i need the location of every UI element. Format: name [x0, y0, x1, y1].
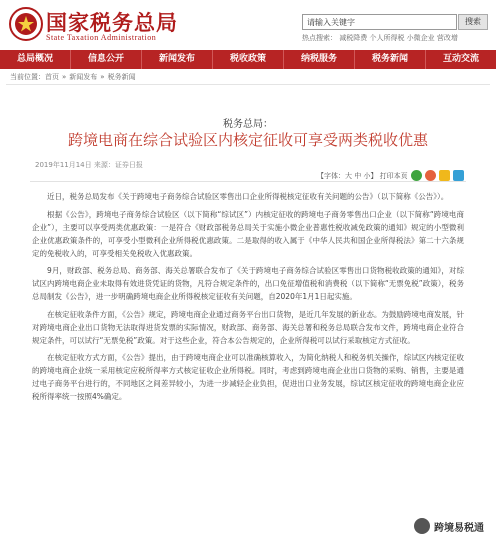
- wechat-account-icon: [414, 518, 430, 534]
- article-paragraph: 近日，税务总局发布《关于跨境电子商务综合试验区零售出口企业所得税核定征收有关问题的公告》（以下简称《公告》）。: [47, 192, 449, 201]
- breadcrumb-separator: »: [62, 73, 67, 81]
- nav-item-policy[interactable]: 税收政策: [213, 50, 284, 69]
- article-tools: [317, 170, 464, 181]
- main-nav: [0, 50, 496, 69]
- breadcrumb-news-release[interactable]: 新闻发布: [69, 73, 98, 81]
- breadcrumb: [10, 72, 136, 82]
- qzone-icon[interactable]: [439, 170, 450, 181]
- breadcrumb-home[interactable]: 当前位置：首页: [10, 73, 59, 81]
- favorite-icon[interactable]: [453, 170, 464, 181]
- nav-item-tax-news[interactable]: 税务新闻: [355, 50, 426, 69]
- nav-item-overview[interactable]: 总局概况: [0, 50, 71, 69]
- article-title: 跨境电商在综合试验区内核定征收可享受两类税收优惠: [67, 131, 428, 149]
- search-button[interactable]: 搜索: [458, 14, 488, 30]
- site-subtitle: State Taxation Administration: [46, 33, 157, 42]
- article-paragraph: 在核定征收方式方面，《公告》提出，由于跨境电商企业可以准确核算收入，为简化纳税人和税务机关操作，综试区内核定征收的跨境电商企业统一采用核定应税所得率方式核定征收企业所得税。同时，考虑到跨境电商企业出口货物的采购、销售，主要是通过电子商务平台进行的，不同地区之间差异较小，为进一步减轻企业负担，促进出口业务发展，综试区核定征收的跨境电商企业应税所得率统一按照4%确定。: [32, 353, 464, 401]
- site-title[interactable]: 国家税务总局: [46, 10, 178, 35]
- tax-emblem-icon[interactable]: [8, 6, 44, 42]
- wechat-icon[interactable]: [411, 170, 422, 181]
- hot-search-links[interactable]: 热点搜索： 减税降费 个人所得税 小微企业 营改增: [302, 34, 458, 42]
- nav-item-info[interactable]: 信息公开: [71, 50, 142, 69]
- article-divider: [30, 181, 466, 182]
- weibo-icon[interactable]: [425, 170, 436, 181]
- breadcrumb-separator: »: [100, 73, 105, 81]
- nav-item-service[interactable]: 纳税服务: [284, 50, 355, 69]
- article-paragraph: 根据《公告》，跨境电子商务综合试验区（以下简称“综试区”）内核定征收的跨境电子商务零售出口企业（以下简称“跨境电商企业”），主要可以享受两类优惠政策：一是符合《财政部税务总局关于实施小微企业普惠性税收减免政策的通知》规定的小型微利企业优惠政策条件的，可享受小型微利企业所得税优惠政策。二是取得的收入属于《中华人民共和国企业所得税法》第二十六条规定的免税收入的，可享受相关免税收入优惠政策。: [32, 209, 464, 258]
- search-input[interactable]: 请输入关键字: [302, 14, 457, 30]
- breadcrumb-tax-news[interactable]: 税务新闻: [107, 73, 136, 81]
- watermark: [410, 516, 488, 536]
- nav-item-interaction[interactable]: 互动交流: [442, 54, 479, 64]
- breadcrumb-divider: [6, 84, 490, 85]
- site-header: [0, 0, 496, 50]
- nav-item-news-release[interactable]: 新闻发布: [142, 50, 213, 69]
- article-body: [32, 190, 464, 408]
- article-paragraph: 在核定征收条件方面，《公告》规定，跨境电商企业通过商务平台出口货物，是近几年发展的新业态。为鼓励跨境电商发展，针对跨境电商企业出口货物无法取得进货发票的实际情况，财政部、商务部、海关总署和税务总局联合发布文件，跨境电商企业符合规定条件，可以试行“无票免税”政策。对于这些企业，符合本公告规定的，企业所得税可以试行采取核定方式征收。: [32, 309, 464, 345]
- watermark-text: 跨境易税通: [434, 522, 484, 534]
- article-paragraph: 9月，财政部、税务总局、商务部、海关总署联合发布了《关于跨境电子商务综合试验区零售出口货物税收政策的通知》，对综试区内跨境电商企业未取得有效进货凭证的货物，凡符合规定条件的，出口免征增值税和消费税（以下简称“无票免税”政策），税务总局制发《公告》，进一步明确跨境电商企业所得税核定征收有关问题，自2020年1月1日起实施。: [32, 266, 464, 301]
- font-size-print-controls[interactable]: 【字体：大 中 小】 打印本页: [317, 171, 408, 180]
- article-kicker: 税务总局：: [223, 119, 273, 130]
- article-meta: 2019年11月14日 来源：证券日报: [35, 161, 143, 169]
